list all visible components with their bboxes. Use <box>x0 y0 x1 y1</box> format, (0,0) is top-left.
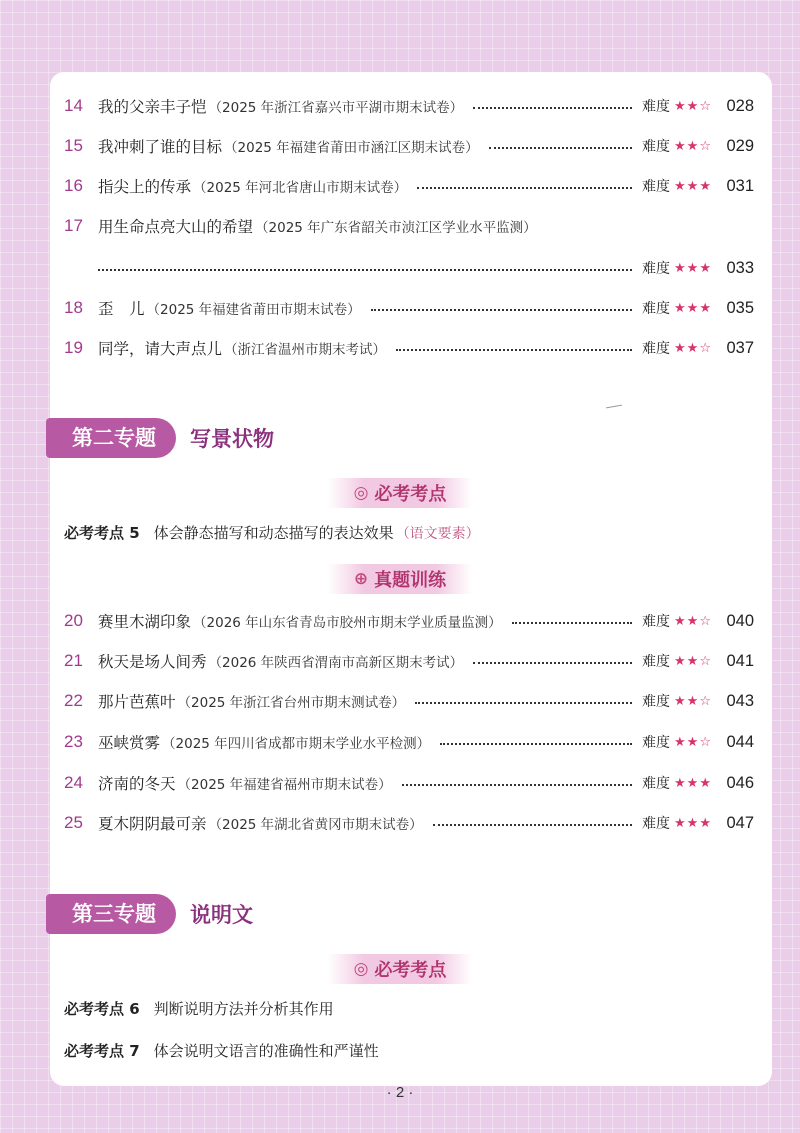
item-title: 那片芭蕉叶 <box>98 693 176 711</box>
difficulty-label: 难度 <box>642 179 671 195</box>
page-ref: 037 <box>726 338 754 357</box>
difficulty-stars: ★★★ <box>674 775 712 791</box>
leader-dots <box>489 147 632 149</box>
leader-dots <box>473 107 632 109</box>
leader-dots <box>417 187 632 189</box>
difficulty-stars: ★★☆ <box>674 653 712 669</box>
page-ref: 029 <box>726 136 754 155</box>
keypoint-text: 体会说明文语言的准确性和严谨性 <box>153 1042 379 1060</box>
section-tag: 第二专题 <box>46 418 176 458</box>
leader-dots <box>473 662 632 664</box>
page-ref: 046 <box>726 773 754 792</box>
difficulty-label: 难度 <box>642 735 671 751</box>
item-source: （2025 年四川省成都市期末学业水平检测） <box>162 736 431 752</box>
item-title: 同学，请大声点儿 <box>98 340 223 358</box>
keypoint-note: （语文要素） <box>395 525 480 542</box>
difficulty-stars: ★★☆ <box>674 613 712 629</box>
subheading-label: 必考考点 <box>374 960 447 981</box>
list-item[interactable] <box>64 686 754 716</box>
item-title: 夏木阴阴最可亲 <box>98 815 207 833</box>
difficulty-stars: ★★★ <box>674 178 712 194</box>
keypoint-label: 必考考点 6 <box>64 1000 140 1018</box>
item-source: （浙江省温州市期末考试） <box>224 342 387 358</box>
item-title: 用生命点亮大山的希望 <box>98 218 254 236</box>
section-header <box>46 418 274 458</box>
list-item[interactable] <box>64 646 754 676</box>
difficulty-label: 难度 <box>642 654 671 670</box>
item-number: 23 <box>64 732 83 751</box>
difficulty-label: 难度 <box>642 341 671 357</box>
item-number: 18 <box>64 298 83 317</box>
item-title: 巫峡赏雾 <box>98 734 161 752</box>
item-source: （2025 年河北省唐山市期末试卷） <box>193 180 408 196</box>
keypoint-row <box>64 998 334 1019</box>
difficulty-stars: ★★★ <box>674 300 712 316</box>
item-number: 20 <box>64 611 83 630</box>
difficulty-label: 难度 <box>642 99 671 115</box>
page-ref: 047 <box>726 813 754 832</box>
page-ref: 033 <box>726 258 754 277</box>
item-source: （2025 年浙江省嘉兴市平湖市期末试卷） <box>208 100 464 116</box>
difficulty-label: 难度 <box>642 614 671 630</box>
item-number: 24 <box>64 773 83 792</box>
leader-dots <box>98 269 632 271</box>
difficulty-stars: ★★☆ <box>674 98 712 114</box>
item-source: （2025 年福建省莆田市期末试卷） <box>146 302 361 318</box>
page-ref: 043 <box>726 691 754 710</box>
difficulty-label: 难度 <box>642 139 671 155</box>
difficulty-label: 难度 <box>642 261 671 277</box>
subheading-label: 真题训练 <box>374 570 447 591</box>
list-item[interactable] <box>64 606 754 636</box>
item-source: （2025 年湖北省黄冈市期末试卷） <box>208 817 423 833</box>
list-item[interactable] <box>64 131 754 161</box>
list-item[interactable] <box>64 808 754 838</box>
difficulty-label: 难度 <box>642 694 671 710</box>
difficulty-stars: ★★★ <box>674 815 712 831</box>
section-header <box>46 894 253 934</box>
page-ref: 028 <box>726 96 754 115</box>
page-ref: 040 <box>726 611 754 630</box>
item-number: 21 <box>64 651 83 670</box>
keypoint-label: 必考考点 5 <box>64 524 140 542</box>
keypoint-label: 必考考点 7 <box>64 1042 140 1060</box>
difficulty-stars: ★★★ <box>674 260 712 276</box>
page-ref: 031 <box>726 176 754 195</box>
item-source: （2025 年浙江省台州市期末测试卷） <box>177 695 406 711</box>
page-number: · 2 · <box>386 1084 414 1101</box>
item-source: （2025 年福建省福州市期末试卷） <box>177 777 392 793</box>
section-title: 说明文 <box>190 903 253 927</box>
page-ref: 044 <box>726 732 754 751</box>
section-tag: 第三专题 <box>46 894 176 934</box>
subheading-keypoints <box>0 954 800 984</box>
item-number: 14 <box>64 96 83 115</box>
leader-dots <box>512 622 632 624</box>
item-title: 歪 儿 <box>98 300 145 318</box>
list-item[interactable] <box>64 333 754 363</box>
leader-dots <box>415 702 632 704</box>
subheading-practice <box>0 564 800 594</box>
leader-dots <box>402 784 632 786</box>
item-number: 25 <box>64 813 83 832</box>
keypoint-row <box>64 1040 379 1061</box>
target-icon: ◎ <box>353 483 369 503</box>
item-title: 赛里木湖印象 <box>98 613 192 631</box>
item-source: （2026 年陕西省渭南市高新区期末考试） <box>208 655 464 671</box>
difficulty-stars: ★★☆ <box>674 734 712 750</box>
difficulty-label: 难度 <box>642 776 671 792</box>
keypoint-text: 体会静态描写和动态描写的表达效果 <box>153 524 394 542</box>
leader-dots <box>433 824 632 826</box>
subheading-keypoints <box>0 478 800 508</box>
list-item-continuation <box>98 253 754 283</box>
list-item[interactable] <box>64 171 754 201</box>
item-source: （2025 年广东省韶关市浈江区学业水平监测） <box>255 220 537 236</box>
difficulty-stars: ★★☆ <box>674 693 712 709</box>
difficulty-label: 难度 <box>642 816 671 832</box>
leader-dots <box>371 309 632 311</box>
crosshair-icon: ⊕ <box>353 569 369 589</box>
difficulty-stars: ★★☆ <box>674 138 712 154</box>
subheading-label: 必考考点 <box>374 484 447 505</box>
item-title: 济南的冬天 <box>98 775 176 793</box>
page-ref: 035 <box>726 298 754 317</box>
item-title: 秋天是场人间秀 <box>98 653 207 671</box>
keypoint-text: 判断说明方法并分析其作用 <box>153 1000 334 1018</box>
list-item[interactable] <box>64 91 754 121</box>
section-title: 写景状物 <box>190 427 274 451</box>
keypoint-row <box>64 522 480 543</box>
item-number: 15 <box>64 136 83 155</box>
page-ref: 041 <box>726 651 754 670</box>
difficulty-label: 难度 <box>642 301 671 317</box>
difficulty-stars: ★★☆ <box>674 340 712 356</box>
list-item[interactable] <box>64 293 754 323</box>
item-source: （2025 年福建省莆田市涵江区期末试卷） <box>224 140 479 156</box>
item-number: 17 <box>64 216 83 235</box>
list-item[interactable] <box>64 768 754 798</box>
leader-dots <box>396 349 632 351</box>
item-number: 22 <box>64 691 83 710</box>
item-title: 我冲刺了谁的目标 <box>98 138 223 156</box>
leader-dots <box>440 743 632 745</box>
item-number: 16 <box>64 176 83 195</box>
item-source: （2026 年山东省青岛市胶州市期末学业质量监测） <box>193 615 502 631</box>
item-number: 19 <box>64 338 83 357</box>
item-title: 指尖上的传承 <box>98 178 192 196</box>
list-item[interactable] <box>64 211 754 241</box>
item-title: 我的父亲丰子恺 <box>98 98 207 116</box>
list-item[interactable] <box>64 727 754 757</box>
target-icon: ◎ <box>353 959 369 979</box>
